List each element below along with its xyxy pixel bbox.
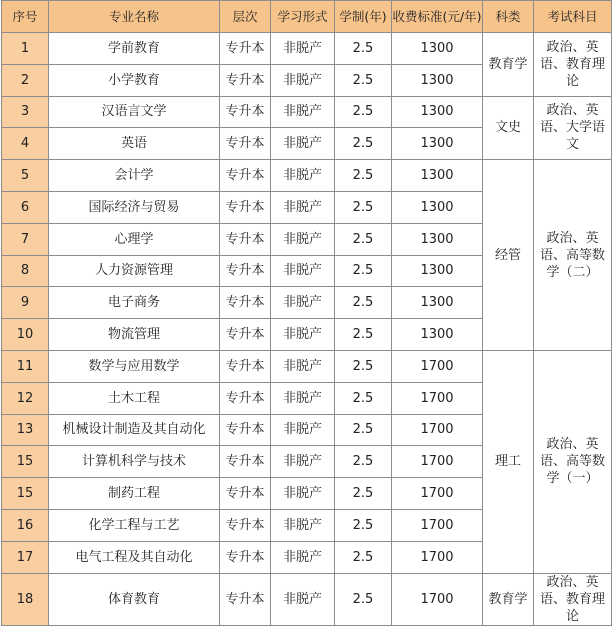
header-major-name: 专业名称 [49, 1, 220, 33]
header-level: 层次 [220, 1, 271, 33]
duration-cell: 2.5 [335, 64, 392, 96]
duration-cell: 2.5 [335, 319, 392, 351]
level-cell: 专升本 [220, 382, 271, 414]
study-mode-cell: 非脱产 [271, 541, 335, 573]
major-name: 土木工程 [49, 382, 220, 414]
duration-cell: 2.5 [335, 350, 392, 382]
major-name: 化学工程与工艺 [49, 509, 220, 541]
level-cell: 专升本 [220, 160, 271, 192]
header-duration: 学制(年) [335, 1, 392, 33]
row-index: 6 [2, 191, 49, 223]
level-cell: 专升本 [220, 96, 271, 128]
study-mode-cell: 非脱产 [271, 350, 335, 382]
major-name: 体育教育 [49, 573, 220, 625]
duration-cell: 2.5 [335, 446, 392, 478]
category-cell: 经管 [483, 160, 534, 351]
row-index: 15 [2, 478, 49, 510]
study-mode-cell: 非脱产 [271, 160, 335, 192]
fee-cell: 1300 [392, 160, 483, 192]
level-cell: 专升本 [220, 414, 271, 446]
duration-cell: 2.5 [335, 255, 392, 287]
duration-cell: 2.5 [335, 573, 392, 625]
study-mode-cell: 非脱产 [271, 191, 335, 223]
major-name: 心理学 [49, 223, 220, 255]
major-name: 学前教育 [49, 33, 220, 65]
header-index: 序号 [2, 1, 49, 33]
header-fee: 收费标准(元/年) [392, 1, 483, 33]
row-index: 11 [2, 350, 49, 382]
category-cell: 教育学 [483, 33, 534, 97]
row-index: 12 [2, 382, 49, 414]
row-index: 1 [2, 33, 49, 65]
duration-cell: 2.5 [335, 223, 392, 255]
category-cell: 教育学 [483, 573, 534, 625]
level-cell: 专升本 [220, 478, 271, 510]
exam-subjects-cell: 政治、英语、教育理论 [534, 573, 612, 625]
study-mode-cell: 非脱产 [271, 64, 335, 96]
row-index: 8 [2, 255, 49, 287]
fee-cell: 1300 [392, 255, 483, 287]
category-cell: 理工 [483, 350, 534, 573]
major-name: 机械设计制造及其自动化 [49, 414, 220, 446]
study-mode-cell: 非脱产 [271, 478, 335, 510]
study-mode-cell: 非脱产 [271, 96, 335, 128]
level-cell: 专升本 [220, 319, 271, 351]
exam-subjects-cell: 政治、英语、高等数学（二） [534, 160, 612, 351]
duration-cell: 2.5 [335, 128, 392, 160]
major-name: 小学教育 [49, 64, 220, 96]
fee-cell: 1300 [392, 223, 483, 255]
row-index: 15 [2, 446, 49, 478]
duration-cell: 2.5 [335, 96, 392, 128]
study-mode-cell: 非脱产 [271, 446, 335, 478]
duration-cell: 2.5 [335, 191, 392, 223]
row-index: 10 [2, 319, 49, 351]
fee-cell: 1300 [392, 128, 483, 160]
study-mode-cell: 非脱产 [271, 382, 335, 414]
level-cell: 专升本 [220, 255, 271, 287]
major-name: 英语 [49, 128, 220, 160]
fee-cell: 1700 [392, 573, 483, 625]
major-name: 制药工程 [49, 478, 220, 510]
duration-cell: 2.5 [335, 160, 392, 192]
study-mode-cell: 非脱产 [271, 128, 335, 160]
level-cell: 专升本 [220, 446, 271, 478]
fee-cell: 1700 [392, 478, 483, 510]
fee-cell: 1300 [392, 33, 483, 65]
row-index: 4 [2, 128, 49, 160]
fee-cell: 1700 [392, 541, 483, 573]
major-name: 电气工程及其自动化 [49, 541, 220, 573]
fee-cell: 1700 [392, 509, 483, 541]
duration-cell: 2.5 [335, 33, 392, 65]
header-study-mode: 学习形式 [271, 1, 335, 33]
duration-cell: 2.5 [335, 509, 392, 541]
fee-cell: 1700 [392, 414, 483, 446]
header-exam-subjects: 考试科目 [534, 1, 612, 33]
row-index: 2 [2, 64, 49, 96]
major-name: 数学与应用数学 [49, 350, 220, 382]
major-name: 汉语言文学 [49, 96, 220, 128]
level-cell: 专升本 [220, 509, 271, 541]
exam-subjects-cell: 政治、英语、大学语文 [534, 96, 612, 160]
level-cell: 专升本 [220, 64, 271, 96]
level-cell: 专升本 [220, 350, 271, 382]
table-row [2, 96, 612, 128]
duration-cell: 2.5 [335, 414, 392, 446]
level-cell: 专升本 [220, 287, 271, 319]
level-cell: 专升本 [220, 223, 271, 255]
header-category: 科类 [483, 1, 534, 33]
major-name: 国际经济与贸易 [49, 191, 220, 223]
fee-cell: 1300 [392, 64, 483, 96]
table-row [2, 573, 612, 625]
level-cell: 专升本 [220, 191, 271, 223]
row-index: 18 [2, 573, 49, 625]
row-index: 16 [2, 509, 49, 541]
row-index: 17 [2, 541, 49, 573]
study-mode-cell: 非脱产 [271, 509, 335, 541]
header-row [2, 1, 612, 33]
fee-cell: 1300 [392, 287, 483, 319]
level-cell: 专升本 [220, 541, 271, 573]
row-index: 7 [2, 223, 49, 255]
fee-cell: 1300 [392, 319, 483, 351]
duration-cell: 2.5 [335, 287, 392, 319]
fee-cell: 1700 [392, 382, 483, 414]
row-index: 9 [2, 287, 49, 319]
major-name: 人力资源管理 [49, 255, 220, 287]
fee-cell: 1700 [392, 350, 483, 382]
duration-cell: 2.5 [335, 478, 392, 510]
level-cell: 专升本 [220, 128, 271, 160]
study-mode-cell: 非脱产 [271, 414, 335, 446]
fee-cell: 1300 [392, 191, 483, 223]
level-cell: 专升本 [220, 573, 271, 625]
major-name: 物流管理 [49, 319, 220, 351]
major-name: 会计学 [49, 160, 220, 192]
study-mode-cell: 非脱产 [271, 287, 335, 319]
study-mode-cell: 非脱产 [271, 33, 335, 65]
majors-table [1, 0, 612, 626]
study-mode-cell: 非脱产 [271, 223, 335, 255]
study-mode-cell: 非脱产 [271, 255, 335, 287]
table-row [2, 350, 612, 382]
exam-subjects-cell: 政治、英语、高等数学（一） [534, 350, 612, 573]
major-name: 计算机科学与技术 [49, 446, 220, 478]
study-mode-cell: 非脱产 [271, 319, 335, 351]
fee-cell: 1300 [392, 96, 483, 128]
category-cell: 文史 [483, 96, 534, 160]
row-index: 5 [2, 160, 49, 192]
row-index: 13 [2, 414, 49, 446]
fee-cell: 1700 [392, 446, 483, 478]
exam-subjects-cell: 政治、英语、教育理论 [534, 33, 612, 97]
table-row [2, 160, 612, 192]
duration-cell: 2.5 [335, 382, 392, 414]
level-cell: 专升本 [220, 33, 271, 65]
major-name: 电子商务 [49, 287, 220, 319]
row-index: 3 [2, 96, 49, 128]
duration-cell: 2.5 [335, 541, 392, 573]
study-mode-cell: 非脱产 [271, 573, 335, 625]
table-row [2, 33, 612, 65]
